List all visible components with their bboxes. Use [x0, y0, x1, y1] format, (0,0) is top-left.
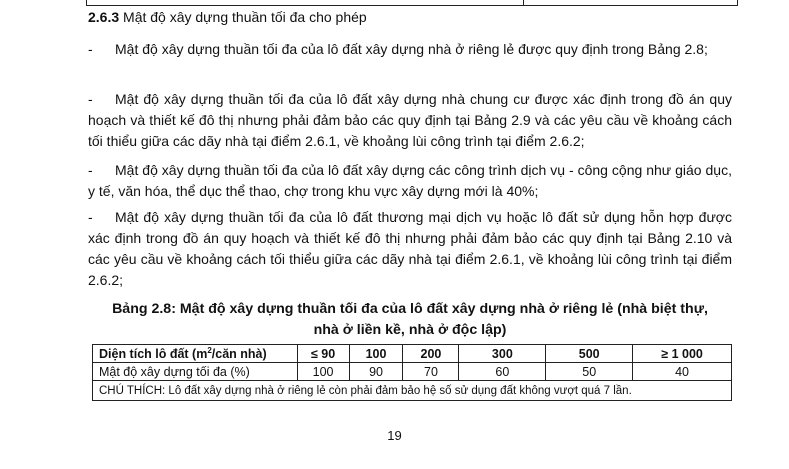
paragraph-text: Mật độ xây dựng thuần tối đa của lô đất xây dựng các công trình dịch vụ - công cộng như giáo dục, y tế, văn hóa, thể dục thể thao, chợ trong khu vực xây dựng mới là 40%; [88, 162, 732, 199]
header-cell: 100 [349, 345, 403, 363]
table-header-row [93, 345, 732, 363]
paragraph-1 [88, 39, 732, 60]
paragraph-2 [88, 89, 732, 152]
table-cell: 50 [546, 363, 633, 381]
bullet-dash: - [88, 209, 93, 225]
section-heading [88, 9, 367, 25]
header-cell: ≥ 1 000 [633, 345, 732, 363]
table-cell: 100 [297, 363, 349, 381]
header-cell: ≤ 90 [297, 345, 349, 363]
section-number: 2.6.3 [88, 9, 120, 25]
paragraph-4 [88, 207, 732, 291]
table-caption-line-1: Bảng 2.8: Mật độ xây dựng thuần tối đa của lô đất xây dựng nhà ở riêng lẻ (nhà biệt thự, [112, 301, 708, 317]
previous-table-bottom-edge [86, 0, 738, 6]
paragraph-3 [88, 160, 732, 202]
header-cell: 500 [546, 345, 633, 363]
table-cell: 70 [403, 363, 459, 381]
table-cell: 60 [459, 363, 546, 381]
header-cell: 300 [459, 345, 546, 363]
bullet-dash: - [88, 162, 93, 178]
row-label: Mật độ xây dựng tối đa (%) [93, 363, 298, 381]
bullet-dash: - [88, 91, 93, 107]
table-cell: 90 [349, 363, 403, 381]
table-note-row [93, 381, 732, 401]
page-number: 19 [387, 428, 402, 443]
section-title: Mật độ xây dựng thuần tối đa cho phép [123, 9, 367, 25]
paragraph-text: Mật độ xây dựng thuần tối đa của lô đất thương mại dịch vụ hoặc lô đất sử dụng hỗn hợp được xác định trong đồ án quy hoạch và thiết kế đô thị nhưng phải đảm bảo các quy định tại Bảng 2.10 và các yêu cầu về khoảng cách tối thiểu giữa các dãy nhà tại điểm 2.6.1, về khoảng lùi công trình tại điểm 2.6.2; [88, 209, 732, 288]
header-label: Diện tích lô đất ($m^2$/căn nhà) [93, 345, 298, 363]
table-row [93, 363, 732, 381]
table-note: CHÚ THÍCH: Lô đất xây dựng nhà ở riêng lẻ còn phải đảm bảo hệ số sử dụng đất không vượt quá 7 lần. [93, 381, 732, 401]
table-cell: 40 [633, 363, 732, 381]
paragraph-text: Mật độ xây dựng thuần tối đa của lô đất xây dựng nhà ở riêng lẻ được quy định trong Bảng 2.8; [115, 41, 708, 57]
density-table [92, 344, 732, 401]
table-caption-line-2: nhà ở liền kề, nhà ở độc lập) [313, 322, 507, 338]
paragraph-text: Mật độ xây dựng thuần tối đa của lô đất xây dựng nhà chung cư được xác định trong đồ án quy hoạch và thiết kế đô thị nhưng phải đảm bảo các quy định tại Bảng 2.9 và các yêu cầu về khoảng cách tối thiểu giữa các dãy nhà tại điểm 2.6.1, về khoảng lùi công trình tại điểm 2.6.2; [88, 91, 732, 149]
header-cell: 200 [403, 345, 459, 363]
bullet-dash: - [88, 41, 93, 57]
